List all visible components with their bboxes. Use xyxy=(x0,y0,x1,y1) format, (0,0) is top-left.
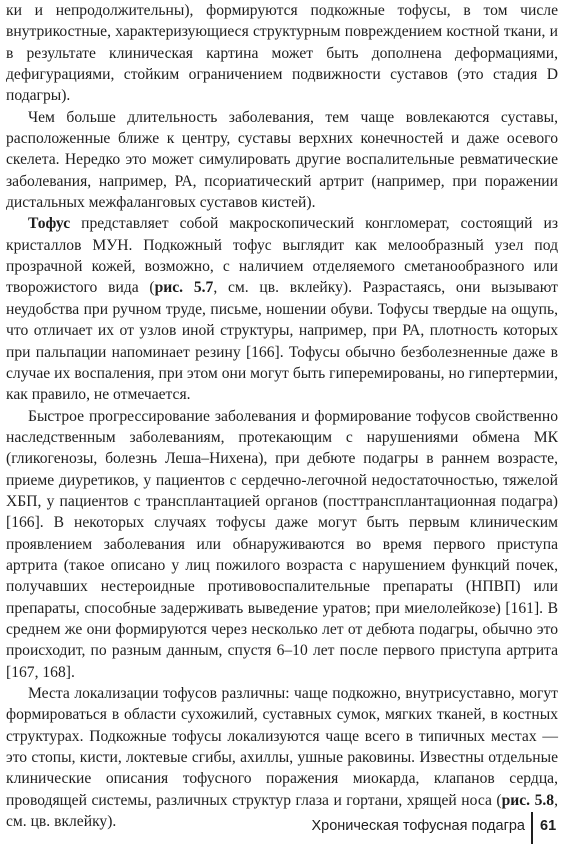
bold-term: Тофус xyxy=(28,215,71,233)
text-run: Быстрое прогрессирование заболевания и формирование тофусов свойственно наследственным заболеваниям, протекающим с нарушениями обмена МК (гликогенозы, болезнь Леша–Нихена), при дебюте подагры в раннем возрасте, приеме диуретиков, у пациентов с сердечно-легочной недостаточностью, тяжелой ХБП, у пациентов с трансплантацией органов (посттрансплантационная подагра) [166]. В некоторых случаях тофусы даже могут быть первым клиническим проявлением заболевания или обнаруживаются во время первого приступа артрита (такое описано у лиц пожилого возраста с нарушением функций почек, получавших нестероидные противовоспалительные препараты (НПВП) или препараты, способные задерживать выведение уратов; при миелолейкозе) [161]. В среднем же они формируются через несколько лет от дебюта подагры, обычно это происходит, по разным данным, спустя 6–10 лет после первого приступа артрита [167, 168]. xyxy=(6,407,558,681)
paragraph xyxy=(6,406,558,683)
text-run: , см. цв. вклейку). xyxy=(6,791,558,831)
bold-term: рис. 5.8 xyxy=(501,791,555,809)
text-run: Места локализации тофусов различны: чаще подкожно, внутрисуставно, могут формироваться в области сухожилий, суставных сумок, мягких тканей, в костных структурах. Подкожные тофусы локализуются чаще всего в типичных местах — это стопы, кисти, локтевые сгибы, ахиллы, ушные раковины. Известны отдельные клинические описания тофусного поражения миокарда, клапанов сердца, проводящей системы, различных структур глаза и гортани, хрящей носа ( xyxy=(6,685,558,809)
paragraph xyxy=(6,107,558,214)
page-footer xyxy=(0,812,565,844)
text-run: ки и непродолжительны), формируются подкожные тофусы, в том числе внутрикостные, характеризующиеся структурным повреждением костной ткани, и в результате клиническая картина может быть дополнена деформациями, дефигурациями, стойким ограничением подвижности суставов (это стадия D подагры). xyxy=(6,2,558,105)
body-text xyxy=(6,0,558,832)
running-title: Хроническая тофусная подагра xyxy=(311,818,525,834)
paragraph xyxy=(6,683,558,832)
bold-term: рис. 5.7 xyxy=(154,279,214,297)
text-run: Чем больше длительность заболевания, тем чаще вовлекаются суставы, расположенные ближе к центру, суставы верхних конечностей и даже осевого скелета. Нередко это может симулировать другие воспалительные ревматические заболевания, например, РА, псориатический артрит (например, при поражении дистальных межфаланговых суставов кистей). xyxy=(6,108,558,212)
footer-divider xyxy=(531,812,533,844)
text-run: представляет собой макроскопический конгломерат, состоящий из кристаллов МУН. Подкожный тофус выглядит как мелообразный узел под прозрачной кожей, возможно, с наличием отделяемого сметанообразного или творожистого вида ( xyxy=(6,215,558,297)
page-number: 61 xyxy=(540,818,557,834)
paragraph xyxy=(6,213,558,405)
paragraph xyxy=(6,0,558,107)
text-run: , см. цв. вклейку). Разрастаясь, они вызывают неудобства при ручном труде, письме, ношении обуви. Тофусы твердые на ощупь, что отличает их от узлов иной структуры, например, при РА, плотность которых при пальпации напоминает резину [166]. Тофусы обычно безболезненные даже в случае их воспаления, при этом они могут быть гиперемированы, но гипертермии, как правило, не отмечается. xyxy=(6,279,558,404)
